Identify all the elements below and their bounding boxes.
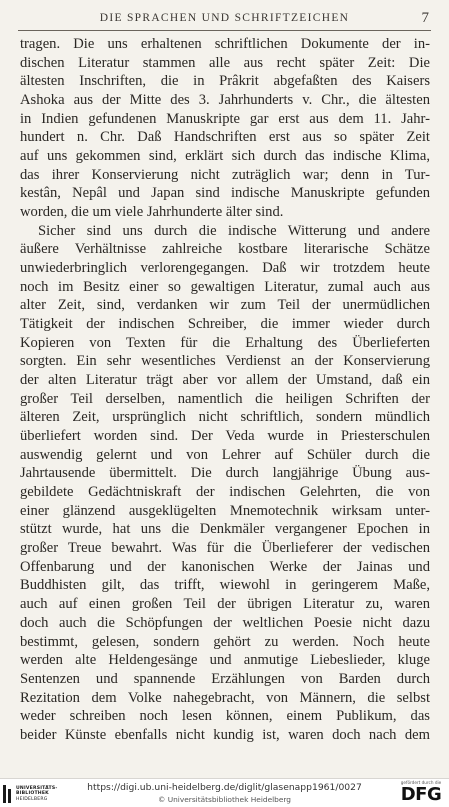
funding-note: gefördert durch die (400, 780, 442, 785)
text-line: älteren Zeit, ursprünglich nicht schriftlich, sondern mündlich (20, 409, 430, 426)
text-line: überliefert worden sind. Der Veda wurde in Priesterschulen (20, 428, 430, 445)
text-line: hundert n. Chr. Daß Handschriften erst aus so später Zeit (20, 129, 430, 146)
text-line: Offenbarung und der kanonischen Werke der Jainas und (20, 558, 430, 575)
text-line: doch auch die Schöpfungen der weltlichen Poesie nicht dazu (20, 614, 430, 631)
text-line: auswendig gelernt und von Lehrer auf Schüler durch die (20, 446, 430, 463)
text-line: tragen. Die uns erhaltenen schriftlichen Dokumente der in- (20, 36, 430, 52)
dfg-logo-text: DFG (400, 784, 442, 805)
text-line: Sentenzen und spannende Erzählungen von Barden durch (20, 670, 430, 687)
text-line: weder schreiben noch lesen können, einem Publikum, das (20, 708, 430, 725)
copyright-notice: © Universitätsbibliothek Heidelberg (157, 795, 292, 804)
running-head-title: DIE SPRACHEN UND SCHRIFTZEICHEN (99, 12, 350, 24)
text-line: in Indien gefundenen Manuskripte gar erst aus dem 11. Jahr- (20, 110, 430, 127)
text-line: sorgten. Ein sehr wesentliches Verdienst an der Konservierung (20, 353, 430, 370)
text-line: beider Künste ebenfalls nicht kundig ist, waren doch nach dem (20, 726, 430, 743)
text-line: auf uns gekommen sind, erklärt sich durch das indische Klima, (20, 148, 430, 165)
dfg-logo[interactable] (397, 780, 445, 807)
text-line: einer glänzend ausgeklügelten Mnemotechnik wirksam unter- (20, 502, 430, 519)
text-line: das ihrer Konservierung nicht zuträglich war; denn in Tur- (20, 166, 430, 183)
text-line: unwiederbringlich verlorengegangen. Daß wir trotzdem heute (20, 260, 430, 277)
text-line: Jahrtausende übermittelt. Die durch langjährige Übung aus- (20, 465, 430, 482)
text-line: Kopieren von Texten für die Erhaltung des Überlieferten (20, 334, 430, 351)
text-line: ältesten Inschriften, die in Prâkrit abgefaßten des Kaisers (20, 73, 430, 90)
page-number: 7 (421, 9, 429, 26)
text-line: worden, die um viele Jahrhunderte älter sind. (20, 204, 284, 221)
viewer-footer (0, 778, 449, 807)
text-line: der alten Literatur trägt aber vor allem der Umstand, daß ein (20, 372, 430, 389)
permalink-url[interactable]: https://digi.ub.uni-heidelberg.de/diglit/glasenapp1961/0027 (87, 782, 362, 793)
text-line: äußere Verhältnisse zahlreiche kostbare literarische Schätze (20, 241, 430, 258)
text-line: dischen Literatur stammen alle aus recht später Zeit: Die (20, 54, 430, 71)
text-line: großer Treue bewahrt. Was für die Überlieferer der vedischen (20, 540, 430, 557)
text-line: noch im Besitz einer so gewaltigen Literatur, zumal auch aus (20, 278, 430, 295)
running-head (18, 8, 431, 28)
text-line: bestimmt, gelesen, sondern gehört zu werden. Noch heute (20, 633, 430, 650)
text-line: gebildete Gedächtniskraft der indischen Gelehrten, die von (20, 484, 430, 501)
text-line: kestân, Nepâl und Japan sind indische Manuskripte gefunden (20, 185, 430, 202)
library-name-line3: HEIDELBERG (16, 796, 48, 802)
text-line: Tätigkeit der indischen Schreiber, die immer wieder durch (20, 316, 430, 333)
text-line: auch auf einen großen Teil der übrigen Literatur zu, waren (20, 596, 430, 613)
text-line: Ashoka aus der Mitte des 3. Jahrhunderts v. Chr., die ältesten (20, 92, 430, 109)
library-name-line1: UNIVERSITÄTS- (16, 785, 58, 791)
text-line: alter Zeit, sind, verdanken wir zum Teil der unermüdlichen (20, 297, 430, 314)
body-text (20, 35, 430, 745)
text-line: Buddhisten gilt, das trifft, wiewohl in geringerem Maße, (20, 577, 430, 594)
text-line: stützt wurde, hat uns die Denkmäler vergangener Epochen in (20, 521, 430, 538)
text-line: Rezitation dem Volke nahegebracht, von Männern, die selbst (20, 689, 430, 706)
text-line: großer Teil derselben, namentlich die heiligen Schriften der (20, 390, 430, 407)
text-line: Sicher sind uns durch die indische Witterung und andere (38, 222, 430, 239)
header-rule (18, 30, 431, 31)
text-line: werden alte Heldengesänge und anmutige Liebeslieder, kluge (20, 652, 430, 669)
library-name-line2: BIBLIOTHEK (16, 791, 49, 797)
